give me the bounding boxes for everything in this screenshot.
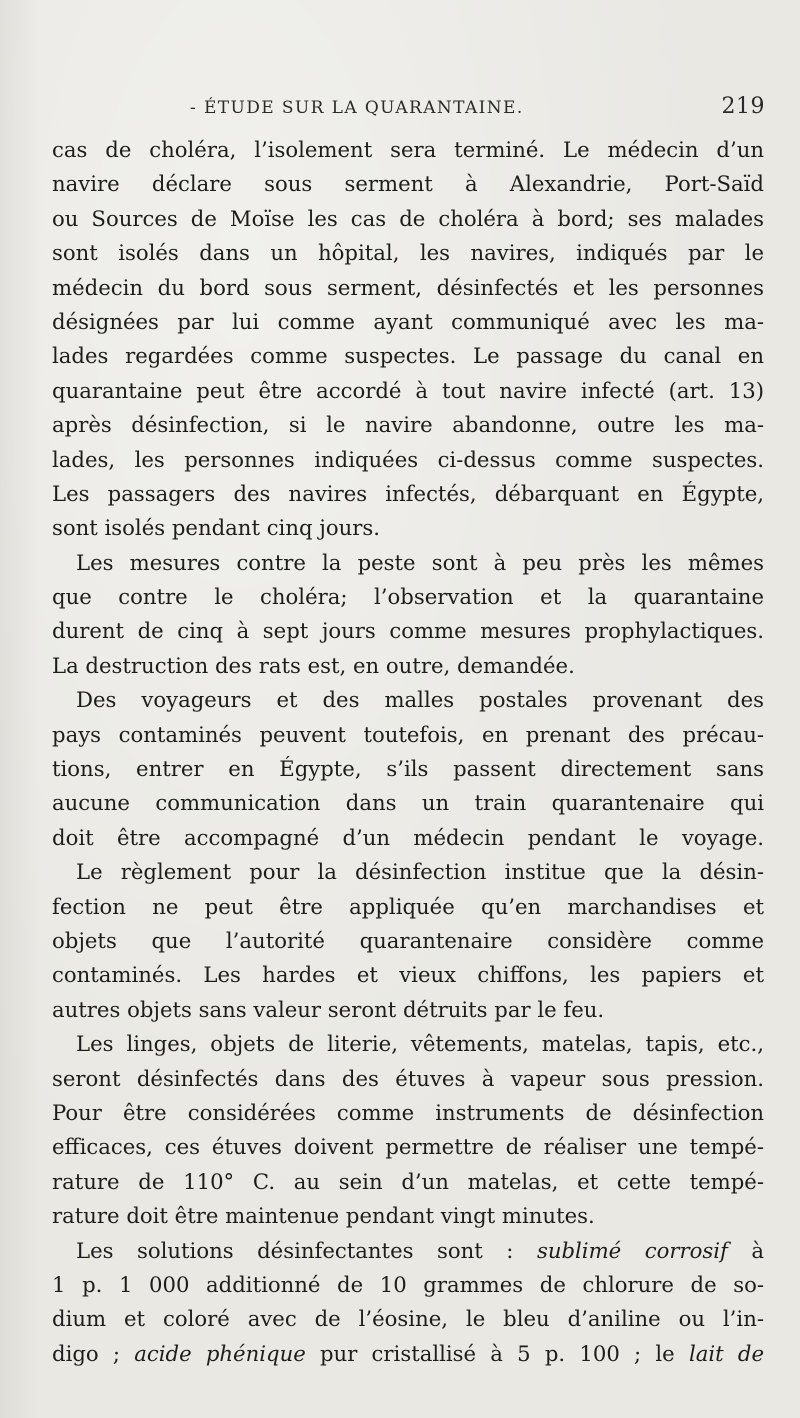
paragraph-end-line: sont isolés pendant cinq jours. (52, 515, 380, 541)
paragraph-end-line: rature doit être maintenue pendant vingt minutes. (52, 1203, 595, 1229)
italic-term: acide phénique (134, 1340, 306, 1366)
text-line: contaminés. Les hardes et vieux chiffons, les papiers et (52, 962, 764, 988)
text-line: désignées par lui comme ayant communiqué avec les ma- (52, 308, 764, 334)
paragraph-end-line: doit être accompagné d’un médecin pendant le voyage. (52, 824, 764, 850)
text-run: à (727, 1237, 764, 1263)
running-head (190, 94, 765, 124)
text-line: cas de choléra, l’isolement sera terminé. Le médecin d’un (52, 137, 764, 162)
text-line: Pour être considérées comme instruments de désinfection (52, 1099, 764, 1125)
text-line: 1 p. 1 000 additionné de 10 grammes de chlorure de so- (52, 1271, 764, 1297)
page-number: 219 (721, 94, 765, 119)
text-line: lades regardées comme suspectes. Le passage du canal en (52, 343, 764, 369)
text-line: tions, entrer en Égypte, s’ils passent directement sans (52, 756, 764, 782)
text-line: dium et coloré avec de l’éosine, le bleu d’aniline ou l’in- (52, 1306, 764, 1332)
paragraph-end-line: autres objets sans valeur seront détruits par le feu. (52, 996, 605, 1022)
body-text (52, 133, 764, 1371)
text-line: objets que l’autorité quarantenaire considère comme (52, 927, 764, 953)
text-line: navire déclare sous serment à Alexandrie, Port-Saïd (52, 171, 764, 197)
text-line: médecin du bord sous serment, désinfectés et les personnes (52, 274, 764, 300)
text-line: seront désinfectés dans des étuves à vapeur sous pression. (52, 1065, 764, 1091)
running-title: - ÉTUDE SUR LA QUARANTAINE. (190, 98, 524, 118)
text-line: fection ne peut être appliquée qu’en marchandises et (52, 893, 764, 919)
paragraph-start-line: Les linges, objets de literie, vêtements, matelas, tapis, etc., (76, 1031, 764, 1057)
text-line: pays contaminés peuvent toutefois, en prenant des précau- (52, 721, 764, 747)
text-line: après désinfection, si le navire abandonne, outre les ma- (52, 412, 764, 438)
italic-term: sublimé corrosif (536, 1237, 728, 1263)
text-line: sont isolés dans un hôpital, les navires, indiqués par le (52, 240, 764, 266)
text-run: Les solutions désinfectantes sont : (76, 1237, 537, 1263)
text-run: digo ; (52, 1340, 135, 1366)
text-line: Les passagers des navires infectés, débarquant en Égypte, (52, 480, 764, 506)
italic-term: lait de (688, 1340, 764, 1366)
text-run: pur cristallisé à 5 p. 100 ; le (305, 1340, 689, 1366)
paragraph-start-line: Des voyageurs et des malles postales provenant des (76, 687, 764, 713)
text-line: rature de 110° C. au sein d’un matelas, et cette tempé- (52, 1168, 764, 1194)
paragraph-start-line: Les mesures contre la peste sont à peu près les mêmes (76, 549, 764, 575)
text-line: aucune communication dans un train quarantenaire qui (52, 790, 764, 816)
text-line: ou Sources de Moïse les cas de choléra à bord; ses malades (52, 205, 764, 231)
text-line: que contre le choléra; l’observation et la quarantaine (52, 584, 764, 610)
paragraph-start-line (52, 1234, 764, 1268)
paragraph-end-line: La destruction des rats est, en outre, demandée. (52, 652, 575, 678)
text-line (52, 1337, 764, 1371)
text-line: efficaces, ces étuves doivent permettre de réaliser une tempé- (52, 1134, 764, 1160)
text-line: quarantaine peut être accordé à tout navire infecté (art. 13) (52, 377, 764, 403)
text-line: durent de cinq à sept jours comme mesures prophylactiques. (52, 618, 764, 644)
text-line: lades, les personnes indiquées ci-dessus comme suspectes. (52, 446, 764, 472)
paragraph-start-line: Le règlement pour la désinfection institue que la désin- (76, 859, 764, 885)
